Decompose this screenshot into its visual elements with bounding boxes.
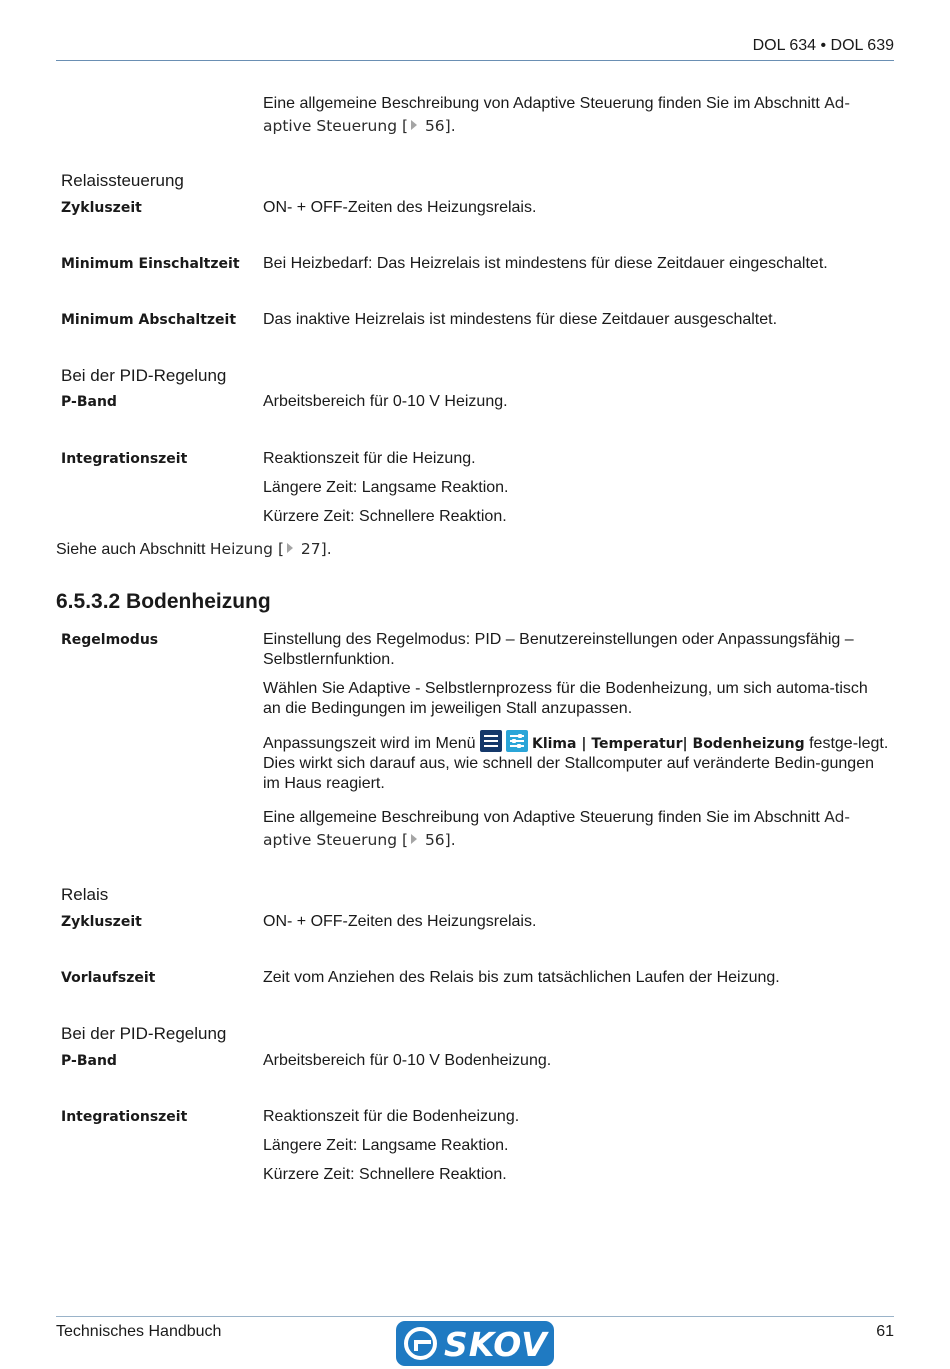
term-label: Integrationszeit [61,1109,188,1125]
term-description: Arbeitsbereich für 0-10 V Bodenheizung. [263,1052,552,1069]
term-label: Zykluszeit [61,914,142,930]
section-title: 6.5.3.2 Bodenheizung [56,590,271,613]
page-number: 61 [876,1323,894,1340]
term-description: Bei Heizbedarf: Das Heizrelais ist mindestens für diese Zeitdauer eingeschaltet. [263,255,828,272]
footer-rule [56,1316,894,1317]
term-label: Minimum Abschaltzeit [61,312,237,328]
term-label: Integrationszeit [61,451,188,467]
term-description: Reaktionszeit für die Bodenheizung. [263,1108,520,1125]
term-description: Das inaktive Heizrelais ist mindestens für diese Zeitdauer ausgeschaltet. [263,311,778,328]
menu-icon [480,730,502,752]
link-heizung[interactable]: Heizung [ [209,540,284,558]
logo-text: SKOV [444,1325,548,1364]
subheading-pid-regelung: Bei der PID-Regelung [61,366,227,385]
term-label: P-Band [61,394,117,410]
skov-logo [396,1321,554,1366]
header-rule [56,60,894,61]
settings-sliders-icon [506,730,528,752]
term-description: Eine allgemeine Beschreibung von Adaptive Steuerung finden Sie im Abschnitt Ad- aptive Steuerung [ 56]. [263,808,851,849]
link-adaptive-steuerung[interactable]: Ad- aptive Steuerung [ [263,94,851,135]
subheading-pid-regelung: Bei der PID-Regelung [61,1024,227,1043]
term-description: ON- + OFF-Zeiten des Heizungsrelais. [263,913,537,930]
term-label: Vorlaufszeit [61,970,156,986]
term-description: Längere Zeit: Langsame Reaktion. [263,1137,509,1154]
term-description: Kürzere Zeit: Schnellere Reaktion. [263,508,507,525]
term-description: ON- + OFF-Zeiten des Heizungsrelais. [263,199,537,216]
menu-path: Klima | Temperatur| Bodenheizung [531,736,805,752]
term-description: Reaktionszeit für die Heizung. [263,450,476,467]
logo-mark-icon [404,1327,437,1360]
subheading-relaissteuerung: Relaissteuerung [61,171,184,190]
footer-title: Technisches Handbuch [56,1323,222,1340]
link-arrow-icon [287,543,293,553]
term-description: Einstellung des Regelmodus: PID – Benutzereinstellungen oder Anpassungsfähig – Selbstlernfunktion. [263,631,854,668]
subheading-relais: Relais [61,885,109,904]
term-label: Zykluszeit [61,200,142,216]
menu-path-paragraph: Anpassungszeit wird im Menü Klima | Temperatur| Bodenheizung festge-legt. Dies wirkt sich darauf aus, wie schnell der Stallcomputer auf veränderte Bedin-gungen im Haus reagiert. [263,730,895,794]
term-description: Längere Zeit: Langsame Reaktion. [263,479,509,496]
intro-paragraph: Eine allgemeine Beschreibung von Adaptive Steuerung finden Sie im Abschnitt Ad- aptive Steuerung [ 56]. [263,94,851,135]
term-label: P-Band [61,1053,117,1069]
term-description: Arbeitsbereich für 0-10 V Heizung. [263,393,508,410]
term-label: Regelmodus [61,632,159,648]
link-arrow-icon [411,120,417,130]
see-also-line: Siehe auch Abschnitt Heizung [ 27]. [56,540,332,558]
document-model: DOL 634 • DOL 639 [752,37,894,54]
term-description: Kürzere Zeit: Schnellere Reaktion. [263,1166,507,1183]
link-arrow-icon [411,834,417,844]
term-description: Zeit vom Anziehen des Relais bis zum tatsächlichen Laufen der Heizung. [263,969,780,986]
term-label: Minimum Einschaltzeit [61,256,240,272]
link-adaptive-steuerung[interactable]: Ad- aptive Steuerung [ [263,808,851,849]
term-description: Wählen Sie Adaptive - Selbstlernprozess für die Bodenheizung, um sich automa-tisch an die Bedingungen im jeweiligen Stall anzupassen. [263,680,868,717]
